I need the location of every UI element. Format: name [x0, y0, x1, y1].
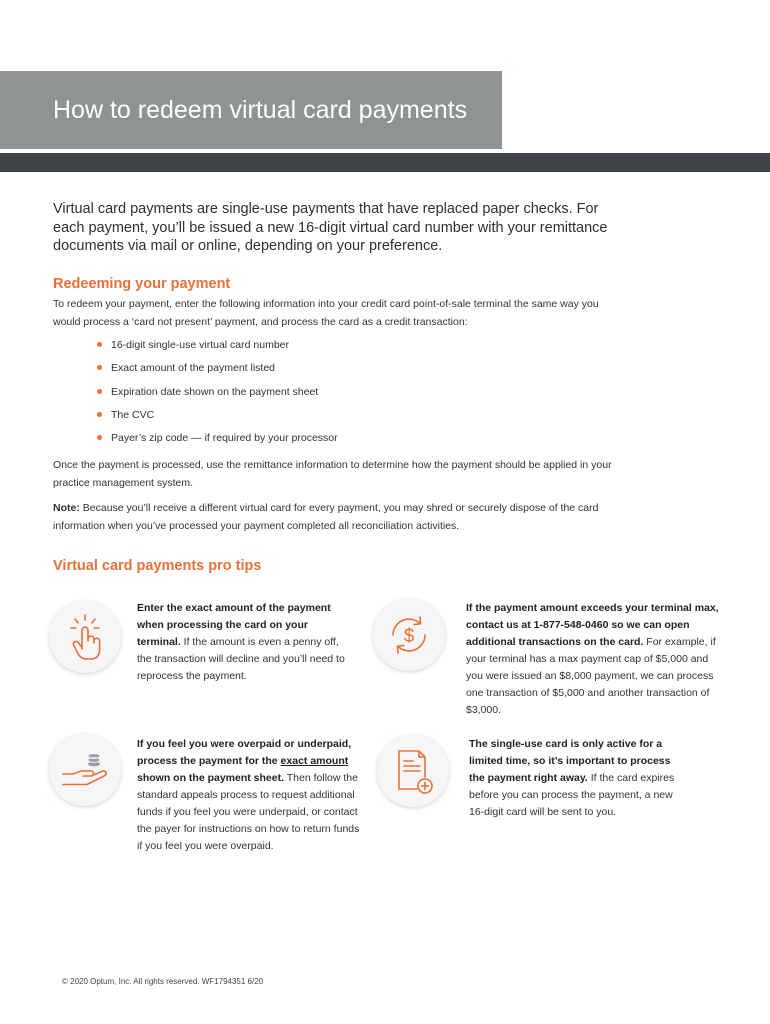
after-processing-text: Once the payment is processed, use the remittance information to determine how the payment should be applied in your practice management system. — [53, 459, 612, 489]
hand-coins-icon — [49, 734, 121, 806]
list-item: Exact amount of the payment listed — [97, 359, 338, 382]
tip-text: For example, if your terminal has a max payment cap of $5,000 and you were issued an $8,000 payment, we can process one transaction of $5,000 and another transaction of $3,000. — [466, 636, 716, 716]
tip-text: If the amount is even a penny off, the transaction will decline and you’ll need to reprocess the payment. — [137, 636, 345, 682]
dollar-cycle-icon — [373, 599, 445, 671]
tip-limited-time — [469, 736, 689, 821]
note-text: Because you’ll receive a different virtual card for every payment, you may shred or securely dispose of the card information when you’ve processed your payment completed all reconciliation activities. — [53, 502, 599, 532]
tip-text: Then follow the standard appeals process to request additional funds if you feel you were underpaid, or contact the payer for instructions on how to return funds if you feel you were overpaid. — [137, 772, 360, 852]
redeem-info-list — [97, 336, 338, 452]
tip-bold-part: shown on the payment sheet. — [137, 772, 285, 784]
tip-bold-text: The single-use card is only active for a limited time, so it’s important to process the payment right away. — [469, 738, 671, 784]
list-item: Payer’s zip code — if required by your processor — [97, 429, 338, 452]
note-label: Note: — [53, 502, 80, 514]
tip-text: If the card expires before you can process the payment, a new 16-digit card will be sent to you. — [469, 772, 675, 818]
tip-bold-text: Enter the exact amount of the payment when processing the card on your terminal. — [137, 602, 331, 648]
tip-bold-text: If the payment amount exceeds your terminal max, contact us at 1-877-548-0460 so we can open additional transactions on the card. — [466, 602, 719, 648]
svg-text:$: $ — [403, 626, 415, 647]
tip-underlined-text: exact amount — [280, 755, 349, 767]
tip-bold-part: If you feel you were overpaid or underpaid, process the payment for the — [137, 738, 352, 767]
document-add-icon — [377, 735, 449, 807]
hand-tap-icon — [49, 601, 121, 673]
list-item: 16-digit single-use virtual card number — [97, 336, 338, 359]
footer-copyright: © 2020 Optum, Inc. All rights reserved. WF1794351 6/20 — [62, 977, 264, 986]
redeeming-heading: Redeeming your payment — [53, 276, 231, 292]
tip-exact-amount — [137, 600, 347, 685]
redeeming-text: To redeem your payment, enter the following information into your credit card point-of-sale terminal the same way you would process a ‘card not present’ payment, and process the card as a credit transaction: — [53, 298, 599, 328]
tip-overpaid-underpaid — [137, 736, 363, 855]
page-title: How to redeem virtual card payments — [53, 96, 468, 124]
tip-terminal-max — [466, 600, 728, 719]
header-divider-bar — [0, 153, 770, 172]
pro-tips-heading: Virtual card payments pro tips — [53, 558, 262, 574]
intro-paragraph: Virtual card payments are single-use payments that have replaced paper checks. For each payment, you’ll be issued a new 16-digit virtual card number with your remittance documents via mail or online, depending on your preference. — [53, 201, 608, 254]
list-item: The CVC — [97, 406, 338, 429]
note-paragraph — [53, 499, 613, 535]
list-item: Expiration date shown on the payment sheet — [97, 383, 338, 406]
